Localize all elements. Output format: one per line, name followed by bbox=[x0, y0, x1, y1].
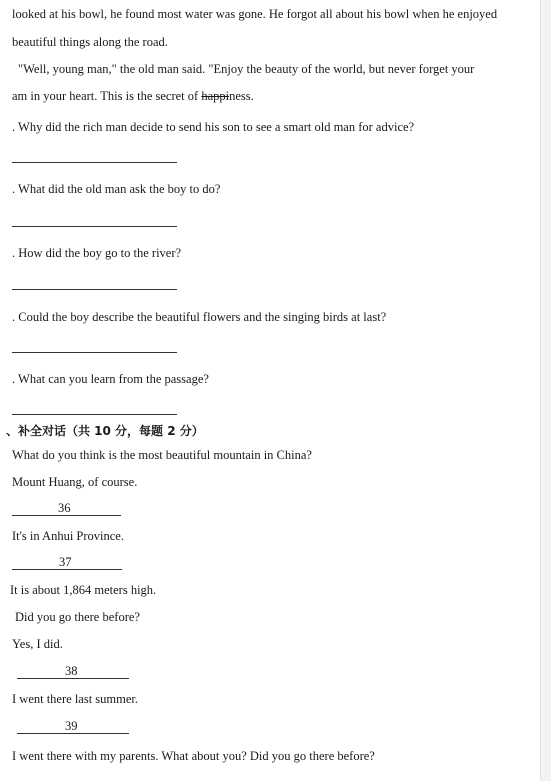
question-3: . How did the boy go to the river? bbox=[12, 246, 182, 260]
blank-36-number: 36 bbox=[58, 501, 71, 515]
question-5: . What can you learn from the passage? bbox=[12, 372, 209, 386]
passage-line-4-end: ness. bbox=[229, 89, 254, 103]
question-2: . What did the old man ask the boy to do? bbox=[12, 182, 221, 196]
question-1: . Why did the rich man decide to send his son to see a smart old man for advice? bbox=[12, 120, 415, 134]
blank-37-number: 37 bbox=[59, 555, 72, 569]
blank-39[interactable] bbox=[17, 718, 129, 734]
viewer-side-strip bbox=[540, 0, 551, 781]
answer-line-3[interactable] bbox=[12, 289, 177, 290]
blank-39-number: 39 bbox=[65, 719, 78, 733]
blank-38-underline bbox=[17, 678, 129, 679]
passage-line-3: "Well, young man," the old man said. "Enjoy the beauty of the world, but never forget your bbox=[18, 62, 475, 76]
dialogue-line-7: I went there last summer. bbox=[12, 692, 139, 706]
blank-36-underline bbox=[12, 515, 121, 516]
answer-line-1[interactable] bbox=[12, 162, 177, 163]
blank-37-underline bbox=[12, 569, 122, 570]
question-4: . Could the boy describe the beautiful flowers and the singing birds at last? bbox=[12, 310, 387, 324]
answer-line-2[interactable] bbox=[12, 226, 177, 227]
passage-line-2: beautiful things along the road. bbox=[12, 35, 168, 49]
struck-word: happi bbox=[201, 89, 230, 103]
dialogue-line-6: Yes, I did. bbox=[12, 637, 63, 651]
passage-line-4-text: am in your heart. This is the secret of bbox=[12, 89, 202, 103]
dialogue-line-3: It's in Anhui Province. bbox=[12, 529, 124, 543]
passage-line-1: looked at his bowl, he found most water was gone. He forgot all about his bowl when he enjoyed bbox=[12, 7, 498, 21]
dialogue-line-2: Mount Huang, of course. bbox=[12, 475, 138, 489]
answer-line-5[interactable] bbox=[12, 414, 177, 415]
blank-36[interactable] bbox=[12, 500, 121, 516]
section-heading: 、补全对话（共 10 分，每题 2 分） bbox=[6, 424, 204, 438]
dialogue-line-1: What do you think is the most beautiful mountain in China? bbox=[12, 448, 312, 462]
blank-38-number: 38 bbox=[65, 664, 78, 678]
dialogue-line-8: I went there with my parents. What about you? Did you go there before? bbox=[12, 749, 375, 763]
answer-line-4[interactable] bbox=[12, 352, 177, 353]
blank-39-underline bbox=[17, 733, 129, 734]
blank-37[interactable] bbox=[12, 554, 122, 570]
passage-line-4 bbox=[12, 88, 254, 104]
dialogue-line-4: It is about 1,864 meters high. bbox=[10, 583, 157, 597]
blank-38[interactable] bbox=[17, 663, 129, 679]
dialogue-line-5: Did you go there before? bbox=[15, 610, 140, 624]
